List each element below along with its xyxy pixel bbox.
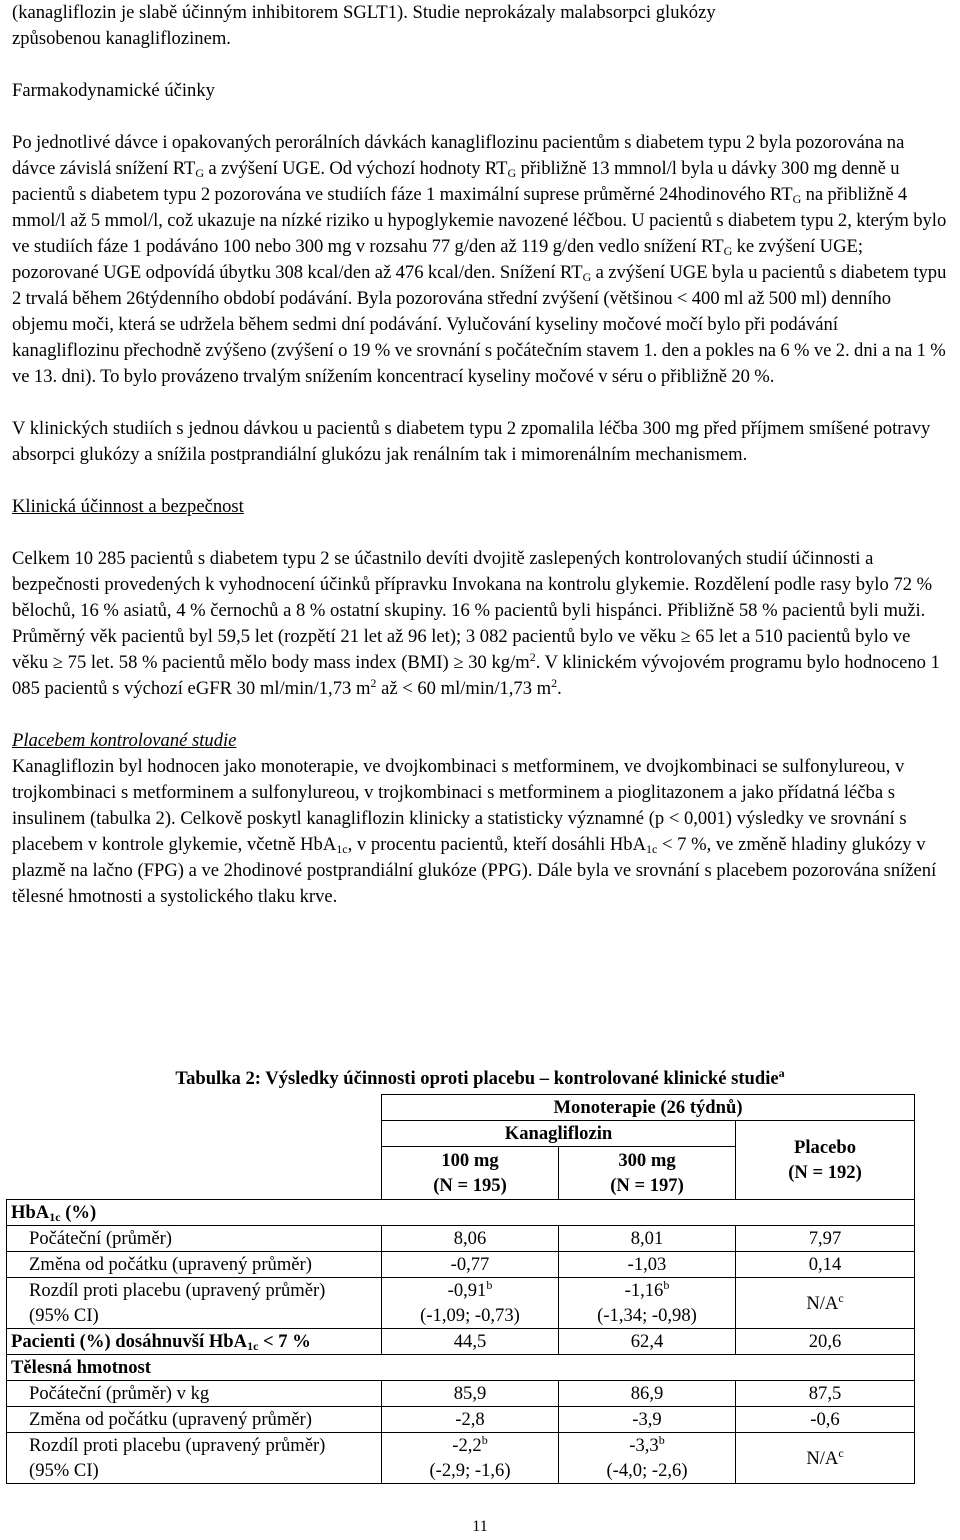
paragraph-farmako-2: V klinických studiích s jednou dávkou u pacientů s diabetem typu 2 zpomalila léčba 300 mg před příjmem smíšené potravy absorpci glukózy a snížila postprandiální glukózu jak renálním tak i mimorenálním mechanismem. xyxy=(12,418,931,465)
table-row: Změna od počátku (upravený průměr) -2,8 -3,9 -0,6 xyxy=(7,1407,915,1433)
header-300mg: 300 mg (N = 197) xyxy=(559,1147,736,1200)
table-row: Počáteční (průměr) 8,06 8,01 7,97 xyxy=(7,1226,915,1252)
table-header-drug xyxy=(7,1121,915,1147)
intro-line-2: způsobenou kanagliflozinem. xyxy=(12,28,231,49)
table-header-mono xyxy=(7,1095,915,1121)
row-hba1c-heading: HbA$_{1c}$ (%) xyxy=(7,1200,915,1226)
page-number: 11 xyxy=(472,1518,488,1535)
table-row: Změna od počátku (upravený průměr) -0,77 -1,03 0,14 xyxy=(7,1252,915,1278)
row-telesna-heading: Tělesná hmotnost xyxy=(7,1355,915,1381)
header-placebo: Placebo (N = 192) xyxy=(736,1121,915,1200)
header-100mg: 100 mg (N = 195) xyxy=(382,1147,559,1200)
paragraph-klinicka: Celkem 10 285 pacientů s diabetem typu 2 se účastnilo devíti dvojitě zaslepených kontrolovaných studií účinnosti a bezpečnosti provedených k vyhodnocení účinků přípravku Invokana na kontrolu glykemie. Rozdělení podle rasy bylo 72 % bělochů, 16 % asiatů, 4 % černochů a 8 % ostatní skupiny. 16 % pacientů byli hispánci. Přibližně 58 % pacientů byli muži. Průměrný věk pacientů byl 59,5 let (rozpětí 21 let až 96 let); 3 082 pacientů bylo ve věku ≥ 65 let a 510 pacientů bylo ve věku ≥ 75 let. 58 % pacientů mělo body mass index (BMI) ≥ 30 $kg/m^2$. V klinickém vývojovém programu bylo hodnoceno 1 085 pacientů s výchozí eGFR 30 ml/min/1,73 $m^2$ až < 60 ml/min/1,73 $m^2$. xyxy=(12,548,940,699)
table-row xyxy=(7,1200,915,1226)
table-row: Rozdíl proti placebu (upravený průměr) (95% CI) -2,2$^b$ (-2,9; -1,6) -3,3$^b$ (-4,0; -2,6) $N/A^c$ xyxy=(7,1433,915,1484)
paragraph-farmako-1: Po jednotlivé dávce i opakovaných perorálních dávkách kanagliflozinu pacientům s diabetem typu 2 byla pozorována na dávce závislá snížení $RT_G$ a zvýšení UGE. Od výchozí hodnoty $RT_G$ přibližně 13 mmnol/l byla u dávky 300 mg denně u pacientů s diabetem typu 2 pozorována ve studiích fáze 1 maximální suprese průměrné 24hodinového $RT_G$ na přibližně 4 mmol/l až 5 mmol/l, což ukazuje na nízké riziko u hypoglykemie navozené léčbou. U pacientů s diabetem typu 2, kterým bylo ve studiích fáze 1 podáváno 100 nebo 300 mg v rozsahu 77 g/den až 119 g/den vedlo snížení $RT_G$ ke zvýšení UGE; pozorované UGE odpovídá úbytku 308 kcal/den až 476 kcal/den. Snížení $RT_G$ a zvýšení UGE byla u pacientů s diabetem typu 2 trvalá během 26týdenního období podávání. Byla pozorována střední zvýšení (většinou < 400 ml až 500 ml) denního objemu moči, která se udržela během sedmi dní podávání. Vylučování kyseliny močové močí bylo při podávání kanagliflozinu přechodně zvýšeno (zvýšení o 19 % ve srovnání s počátečním stavem 1. den a pokles na 6 % ve 2. dni a na 1 % ve 13. dni). To bylo provázeno trvalým snížením koncentrací kyseliny močové v séru o přibližně 20 %. xyxy=(12,132,947,387)
table-row: Pacienti (%) dosáhnuvší HbA$_{1c}$ < 7 % 44,5 62,4 20,6 xyxy=(7,1329,915,1355)
paragraph-placebo: Kanagliflozin byl hodnocen jako monoterapie, ve dvojkombinaci s metforminem, ve dvojkombinaci se sulfonylureou, v trojkombinaci s metforminem a sulfonylureou, v trojkombinaci s metforminem a pioglitazonem a jako přídatná léčba s insulinem (tabulka 2). Celkově poskytl kanagliflozin klinicky a statisticky významné (p < 0,001) výsledky ve srovnání s placebem v kontrole glykemie, včetně HbA$_{1c}$, v procentu pacientů, kteří dosáhli HbA$_{1c}$ < 7 %, ve změně hladiny glukózy v plazmě na lačno (FPG) a ve 2hodinové postprandiální glukóze (PPG). Dále byla ve srovnání s placebem pozorována snížení tělesné hmotnosti a systolického tlaku krve. xyxy=(12,756,937,907)
header-monoterapie: Monoterapie (26 týdnů) xyxy=(382,1095,915,1121)
section-heading-placebo: Placebem kontrolované studie xyxy=(12,730,237,751)
table-row xyxy=(7,1355,915,1381)
intro-line-1: (kanagliflozin je slabě účinným inhibitorem SGLT1). Studie neprokázaly malabsorpci glukózy xyxy=(12,2,716,23)
section-heading-klinicka: Klinická účinnost a bezpečnost xyxy=(12,496,244,517)
table-title: Tabulka 2: Výsledky účinnosti oproti placebu – kontrolované klinické studie$^a$ xyxy=(175,1066,785,1089)
section-heading-farmakodynamicke: Farmakodynamické účinky xyxy=(12,80,215,101)
table-row: Rozdíl proti placebu (upravený průměr) (95% CI) -0,91$^b$ (-1,09; -0,73) -1,16$^b$ (-1,34; -0,98) $N/A^c$ xyxy=(7,1278,915,1329)
results-table xyxy=(6,1094,915,1484)
header-kanagliflozin: Kanagliflozin xyxy=(382,1121,736,1147)
body-text xyxy=(12,0,948,910)
table-row: Počáteční (průměr) v kg 85,9 86,9 87,5 xyxy=(7,1381,915,1407)
